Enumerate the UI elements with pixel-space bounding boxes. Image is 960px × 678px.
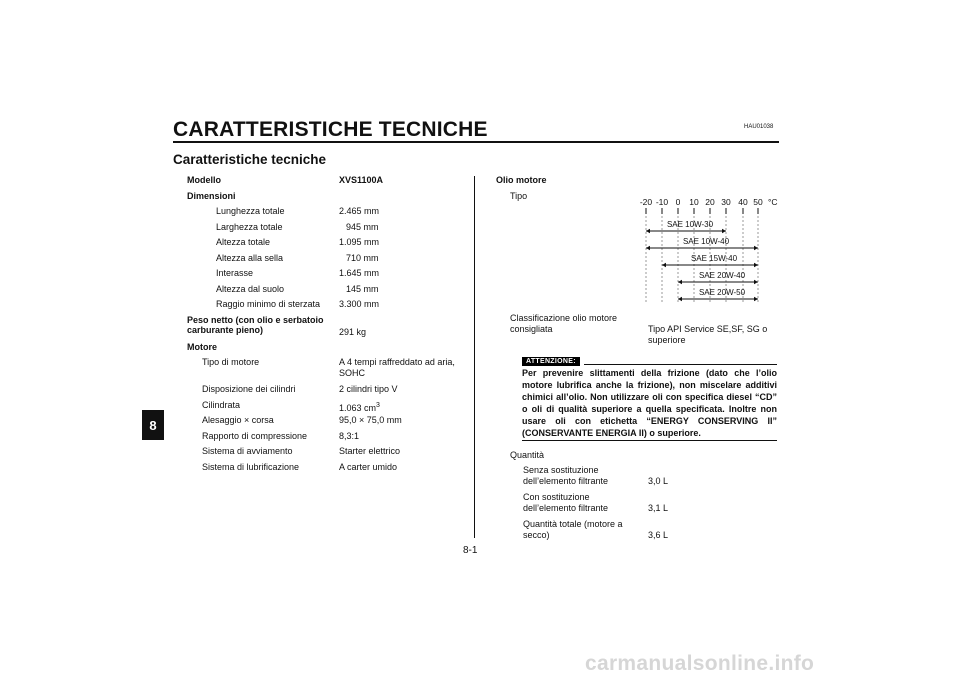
weight-label: Peso netto (con olio e serbatoio: [187, 315, 324, 325]
viscosity-grade-label: SAE 10W-40: [682, 237, 730, 246]
quantity-item-value: 3,0 L: [648, 476, 669, 486]
range-arrow-right: [754, 297, 758, 301]
dim-value: 1.095 mm: [339, 237, 380, 247]
dim-value: 710 mm: [346, 253, 379, 263]
temp-tick-label: 50: [753, 197, 763, 207]
dim-value: 945 mm: [346, 222, 379, 232]
dim-label: Altezza alla sella: [216, 253, 284, 263]
range-arrow-left: [678, 297, 682, 301]
section-subtitle: Caratteristiche tecniche: [173, 152, 327, 167]
range-arrow-right: [754, 263, 758, 267]
dim-value: 145 mm: [346, 284, 379, 294]
dimensions-label: Dimensioni: [187, 191, 236, 201]
attention-text: Per prevenire slittamenti della frizione (dato che l’olio motore lubrifica anche la frizione), non miscelare additivi chimici all’olio. Non utilizzare oli con specifica diesel “CD” o oli di qualità superiore a quella specificata. Inoltre non usare oli con etichetta “ENERGY CONSERVING II” (CONSERVANTE ENERGIA II) o superiore.: [522, 368, 777, 438]
temp-tick-label: 0: [675, 197, 681, 207]
oil-class-label: Classificazione olio motore: [510, 313, 618, 323]
temp-tick-label: -10: [655, 197, 669, 207]
oil-viscosity-chart: [630, 194, 780, 306]
quantity-item-label: Con sostituzione: [523, 492, 590, 502]
lubrication-label: Sistema di lubrificazione: [202, 462, 300, 472]
oil-label: Olio motore: [496, 175, 547, 185]
viscosity-grade-label: SAE 10W-30: [666, 220, 714, 229]
weight-label: carburante pieno): [187, 325, 264, 335]
title-rule: [173, 141, 779, 143]
compression-label: Rapporto di compressione: [202, 431, 308, 441]
dim-label: Raggio minimo di sterzata: [216, 299, 321, 309]
column-divider: [474, 176, 475, 538]
range-arrow-right: [754, 280, 758, 284]
viscosity-grade-label: SAE 15W-40: [690, 254, 738, 263]
page-title: CARATTERISTICHE TECNICHE: [173, 118, 488, 141]
engine-type-value: SOHC: [339, 368, 366, 378]
starting-value: Starter elettrico: [339, 446, 401, 456]
range-arrow-left: [646, 229, 650, 233]
temp-tick-label: 20: [705, 197, 715, 207]
temp-tick-label: 30: [721, 197, 731, 207]
range-arrow-right: [754, 246, 758, 250]
quantity-item-value: 3,6 L: [648, 530, 669, 540]
range-arrow-right: [722, 229, 726, 233]
dim-label: Altezza dal suolo: [216, 284, 285, 294]
oil-class-value: Tipo API Service SE,SF, SG o: [648, 324, 768, 334]
displacement-value: [339, 400, 380, 414]
temp-tick-label: -20: [639, 197, 653, 207]
dim-label: Lunghezza totale: [216, 206, 285, 216]
viscosity-grade-label: SAE 20W-40: [698, 271, 746, 280]
range-arrow-left: [646, 246, 650, 250]
cylinders-value: 2 cilindri tipo V: [339, 384, 398, 394]
range-arrow-left: [678, 280, 682, 284]
document-code: HAU01038: [744, 124, 774, 130]
range-arrow-left: [662, 263, 666, 267]
quantity-label: Quantità: [510, 450, 545, 460]
cylinders-label: Disposizione dei cilindri: [202, 384, 296, 394]
quantity-item-label: dell’elemento filtrante: [523, 503, 609, 513]
dim-label: Altezza totale: [216, 237, 271, 247]
compression-value: 8,3:1: [339, 431, 360, 441]
oil-class-value: superiore: [648, 335, 686, 345]
attention-bottom-rule: [522, 440, 777, 441]
engine-type-label: Tipo di motore: [202, 357, 260, 367]
quantity-item-value: 3,1 L: [648, 503, 669, 513]
model-value: XVS1100A: [339, 175, 384, 185]
watermark: carmanualsonline.info: [585, 652, 815, 675]
displacement-sup: 3: [376, 402, 380, 409]
chapter-tab: 8: [142, 410, 164, 440]
lubrication-value: A carter umido: [339, 462, 398, 472]
quantity-item-label: secco): [523, 530, 550, 540]
dim-value: 2.465 mm: [339, 206, 380, 216]
attention-top-rule: [584, 364, 777, 365]
oil-type-label: Tipo: [510, 191, 528, 201]
dim-label: Larghezza totale: [216, 222, 283, 232]
dim-value: 3.300 mm: [339, 299, 380, 309]
temp-unit: °C: [768, 197, 778, 207]
bore-label: Alesaggio × corsa: [202, 415, 274, 425]
engine-type-value: A 4 tempi raffreddato ad aria,: [339, 357, 455, 367]
temp-tick-label: 40: [738, 197, 748, 207]
page-number: 8-1: [463, 545, 478, 556]
bore-value: 95,0 × 75,0 mm: [339, 415, 402, 425]
displacement-label: Cilindrata: [202, 400, 241, 410]
quantity-item-label: Senza sostituzione: [523, 465, 599, 475]
weight-value: 291 kg: [339, 327, 367, 337]
viscosity-grade-label: SAE 20W-50: [698, 288, 746, 297]
quantity-item-label: dell’elemento filtrante: [523, 476, 609, 486]
dim-label: Interasse: [216, 268, 254, 278]
model-label: Modello: [187, 175, 221, 185]
oil-class-label: consigliata: [510, 324, 553, 334]
starting-label: Sistema di avviamento: [202, 446, 293, 456]
attention-label: ATTENZIONE:: [522, 357, 580, 366]
quantity-item-label: Quantità totale (motore a: [523, 519, 623, 529]
temp-tick-label: 10: [689, 197, 699, 207]
dim-value: 1.645 mm: [339, 268, 380, 278]
displacement-number: 1.063 cm: [339, 403, 377, 413]
engine-label: Motore: [187, 342, 217, 352]
